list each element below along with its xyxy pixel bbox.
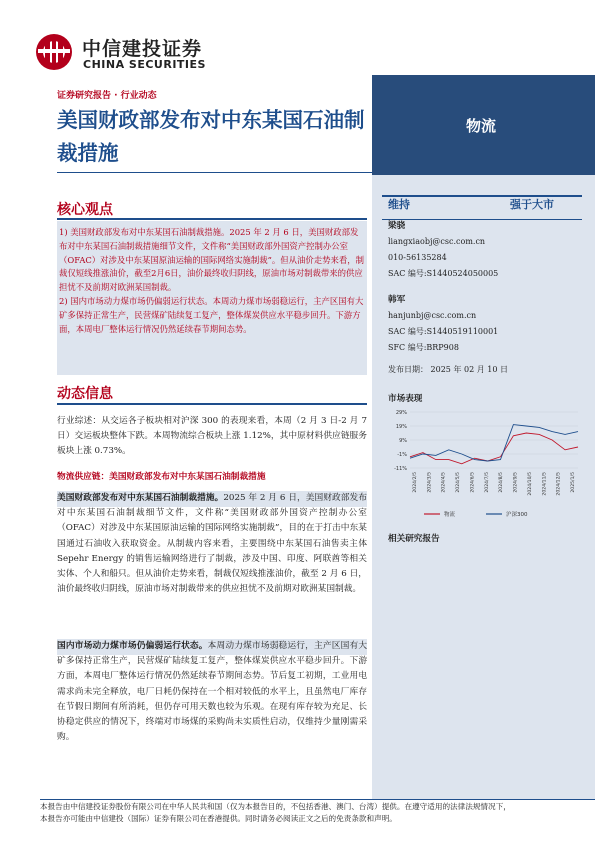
- x-tick-label: 2024/2/5: [413, 472, 418, 493]
- analyst-phone: 010-56135284: [388, 253, 447, 262]
- x-tick-label: 2024/10/5: [527, 472, 533, 496]
- analyst-card: [388, 218, 578, 282]
- para1-lead: 美国财政部发布对中东某国石油制裁措施。: [57, 493, 224, 503]
- market-performance-chart: [384, 406, 584, 524]
- paragraph-sanctions: [57, 491, 367, 597]
- sector-label: 物流: [466, 117, 497, 135]
- para1-body: 2025 年 2 月 6 日，美国财政部发布对中东某国石油制裁细节文件，文件称“美国财政部外国资产控制办公室（OFAC）对涉及中东某国原油运输的国际网络实施制裁”，目的在于打击中东某国通过石油收入获取资金。从制裁内容来看，主要围绕中东某国石油售卖主体 Sepehr Energy 的销售运输网络进行了制裁，涉及中国、印度、阿联酋等相关实体、个人和船只。但从油价走势来看，制裁仅短线推涨油价，截至 2 月 6 日，油价最终收归阴线，原油市场对制裁带来的供应担忧不及前期对欧洲某国制裁。: [57, 493, 367, 595]
- footer-line: 本报告由中信建投证券股份有限公司在中华人民共和国（仅为本报告目的，不包括香港、澳门、台湾）提供。在遵守适用的法律法规情况下，: [40, 802, 511, 811]
- x-tick-label: 2024/5/5: [456, 472, 462, 493]
- analyst-name: 梁骁: [388, 221, 406, 231]
- brand-name-en: CHINA SECURITIES: [83, 58, 206, 71]
- rating-value: 强于大市: [510, 198, 554, 211]
- y-tick-label: -11%: [394, 466, 407, 472]
- footer-divider: [40, 799, 595, 800]
- x-tick-label: 2024/4/5: [441, 472, 447, 493]
- core-points: [59, 226, 365, 336]
- legend-label: 沪深300: [506, 512, 528, 518]
- x-tick-label: 2025/1/5: [571, 472, 576, 493]
- y-tick-label: -1%: [397, 452, 407, 458]
- x-tick-label: 2024/6/5: [470, 472, 476, 493]
- dynamics-heading: 动态信息: [57, 386, 113, 402]
- analyst-email[interactable]: hanjunbj@csc.com.cn: [388, 311, 477, 320]
- analyst-cert: SAC 编号:S1440519110001: [388, 327, 499, 336]
- footer-disclaimer: [40, 801, 590, 825]
- y-tick-label: 19%: [395, 424, 407, 430]
- chart-title: 市场表现: [388, 394, 423, 404]
- series-line: [410, 425, 578, 461]
- report-series: 证券研究报告 · 行业动态: [57, 91, 157, 101]
- analyst-card: [388, 292, 578, 356]
- x-tick-label: 2024/12/5: [556, 472, 562, 496]
- y-tick-label: 29%: [395, 410, 407, 416]
- related-heading: 相关研究报告: [388, 534, 440, 544]
- analyst-cert: SAC 编号:S1440524050005: [388, 269, 499, 278]
- core-point: 1) 美国财政部发布对中东某国石油制裁措施。2025 年 2 月 6 日，美国财政部发布对中东某国石油制裁措施细节文件，文件称“美国财政部外国资产控制办公室（OFAC）对涉及中东某国原油运输的国际网络实施制裁”。但从油价走势来看，制裁仅短线推涨油价，截至2月6日，油价最终收归阴线，原油市场对制裁带来的供应担忧不及前期对欧洲某国制裁。: [59, 227, 365, 293]
- title-divider: [57, 172, 377, 173]
- subsection-heading: 物流供应链：美国财政部发布对中东某国石油制裁措施: [57, 472, 266, 482]
- industry-overview: 行业综述：从交运各子板块相对沪深 300 的表现来看，本周（2 月 3 日-2 月 7 日）交运板块整体下跌。本周物流综合板块上涨 1.12%，其中原材料供应链服务板块上涨 0.73%。: [57, 416, 367, 457]
- x-tick-label: 2024/3/5: [427, 472, 433, 493]
- analyst-email[interactable]: liangxiaobj@csc.com.cn: [388, 237, 486, 246]
- footer-line: 本报告亦可能由中信建投（国际）证券有限公司在香港提供。同时请务必阅读正文之后的免责条款和声明。: [40, 814, 397, 823]
- x-tick-label: 2024/11/5: [542, 472, 548, 496]
- analyst-sfc: SFC 编号:BRP908: [388, 343, 459, 352]
- para2-lead: 国内市场动力煤市场仍偏弱运行状态。: [57, 641, 208, 651]
- paragraph-coal: [57, 639, 367, 745]
- company-logo: [34, 32, 74, 72]
- rating-action: 维持: [388, 198, 410, 211]
- brand-name-cn: 中信建投证券: [82, 38, 203, 60]
- publish-date: 发布日期： 2025 年 02 月 10 日: [388, 365, 508, 374]
- analyst-name: 韩军: [388, 295, 406, 305]
- series-line: [410, 433, 578, 464]
- x-tick-label: 2024/9/5: [513, 472, 519, 493]
- report-title: 美国财政部发布对中东某国石油制裁措施: [57, 108, 365, 165]
- core-heading-rule: [57, 218, 367, 220]
- legend-label: 物流: [444, 512, 456, 518]
- core-point: 2) 国内市场动力煤市场仍偏弱运行状态。本周动力煤市场弱稳运行，主产区国有大矿多保持正常生产，民营煤矿陆续复工复产，整体煤炭供应水平稳步回升。下游方面，本周电厂整体运行情况仍然延续春节期间态势。: [59, 295, 364, 334]
- x-tick-label: 2024/7/5: [484, 472, 490, 493]
- core-heading: 核心观点: [57, 202, 113, 218]
- y-tick-label: 9%: [399, 438, 407, 444]
- x-tick-label: 2024/8/5: [499, 472, 505, 493]
- dynamics-heading-rule: [57, 403, 367, 405]
- para2-body: 本周动力煤市场弱稳运行，主产区国有大矿多保持正常生产，民营煤矿陆续复工复产，整体煤炭供应水平稳步回升。下游方面，本周电厂整体运行情况仍然延续春节期间态势。节后复工初期，工业用电需求尚未完全释放，电厂日耗仍保持在一个相对较低的水平上，且虽然电厂库存在节假日期间有所消耗，但仍存可用天数也较为乐观。在现有库存较为充足、长协稳定供应的情况下，终端对市场煤的采购尚未实质性启动，仅维持少量刚需采购。: [57, 641, 368, 743]
